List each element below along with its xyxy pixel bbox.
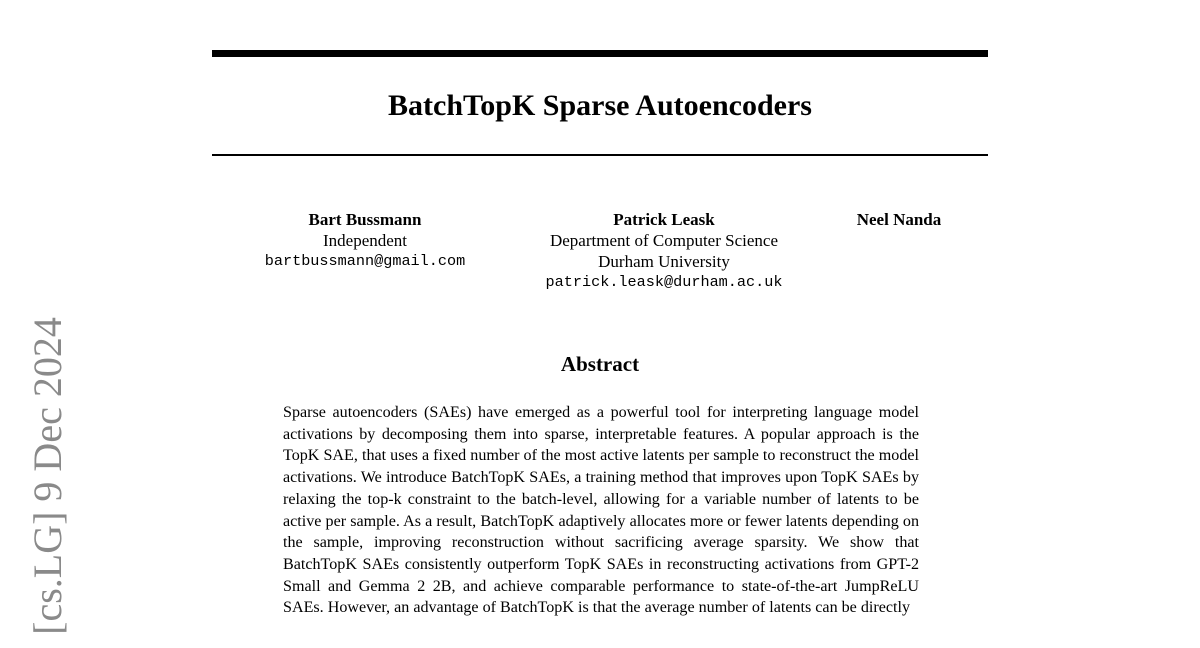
author-affiliation: Durham University — [598, 252, 730, 271]
author-name: Bart Bussmann — [308, 210, 422, 229]
author-email: bartbussmann@gmail.com — [264, 252, 466, 270]
abstract-heading: Abstract — [560, 352, 640, 376]
author-name: Neel Nanda — [856, 210, 942, 229]
author-email: patrick.leask@durham.ac.uk — [545, 273, 783, 291]
author-affiliation: Department of Computer Science — [549, 231, 778, 250]
author-block-2 — [514, 209, 814, 293]
author-affiliation: Independent — [322, 231, 408, 250]
author-name: Patrick Leask — [613, 210, 715, 229]
abstract-body: Sparse autoencoders (SAEs) have emerged as a powerful tool for interpreting language model activations by decomposing them into sparse, interpretable features. A popular approach is the TopK SAE, that uses a fixed number of the most active latents per sample to reconstruct the model activations. We introduce BatchTopK SAEs, a training method that improves upon TopK SAEs by relaxing the top-k constraint to the batch-level, allowing for a variable number of latents to be active per sample. As a result, BatchTopK adaptively allocates more or fewer latents depending on the sample, improving reconstruction without sacrificing average sparsity. We show that BatchTopK SAEs consistently outperform TopK SAEs in reconstructing activations from GPT-2 Small and Gemma 2 2B, and achieve comparable performance to state-of-the-art JumpReLU SAEs. However, an advantage of BatchTopK is that the average number of latents can be directly — [283, 404, 919, 617]
paper-title: BatchTopK Sparse Autoencoders — [388, 89, 812, 122]
title-bottom-rule — [212, 154, 988, 156]
author-block-1 — [230, 209, 500, 272]
arxiv-side-stamp: [cs.LG] 9 Dec 2024 — [25, 317, 70, 635]
author-block-3 — [838, 209, 960, 230]
title-top-rule — [212, 50, 988, 57]
